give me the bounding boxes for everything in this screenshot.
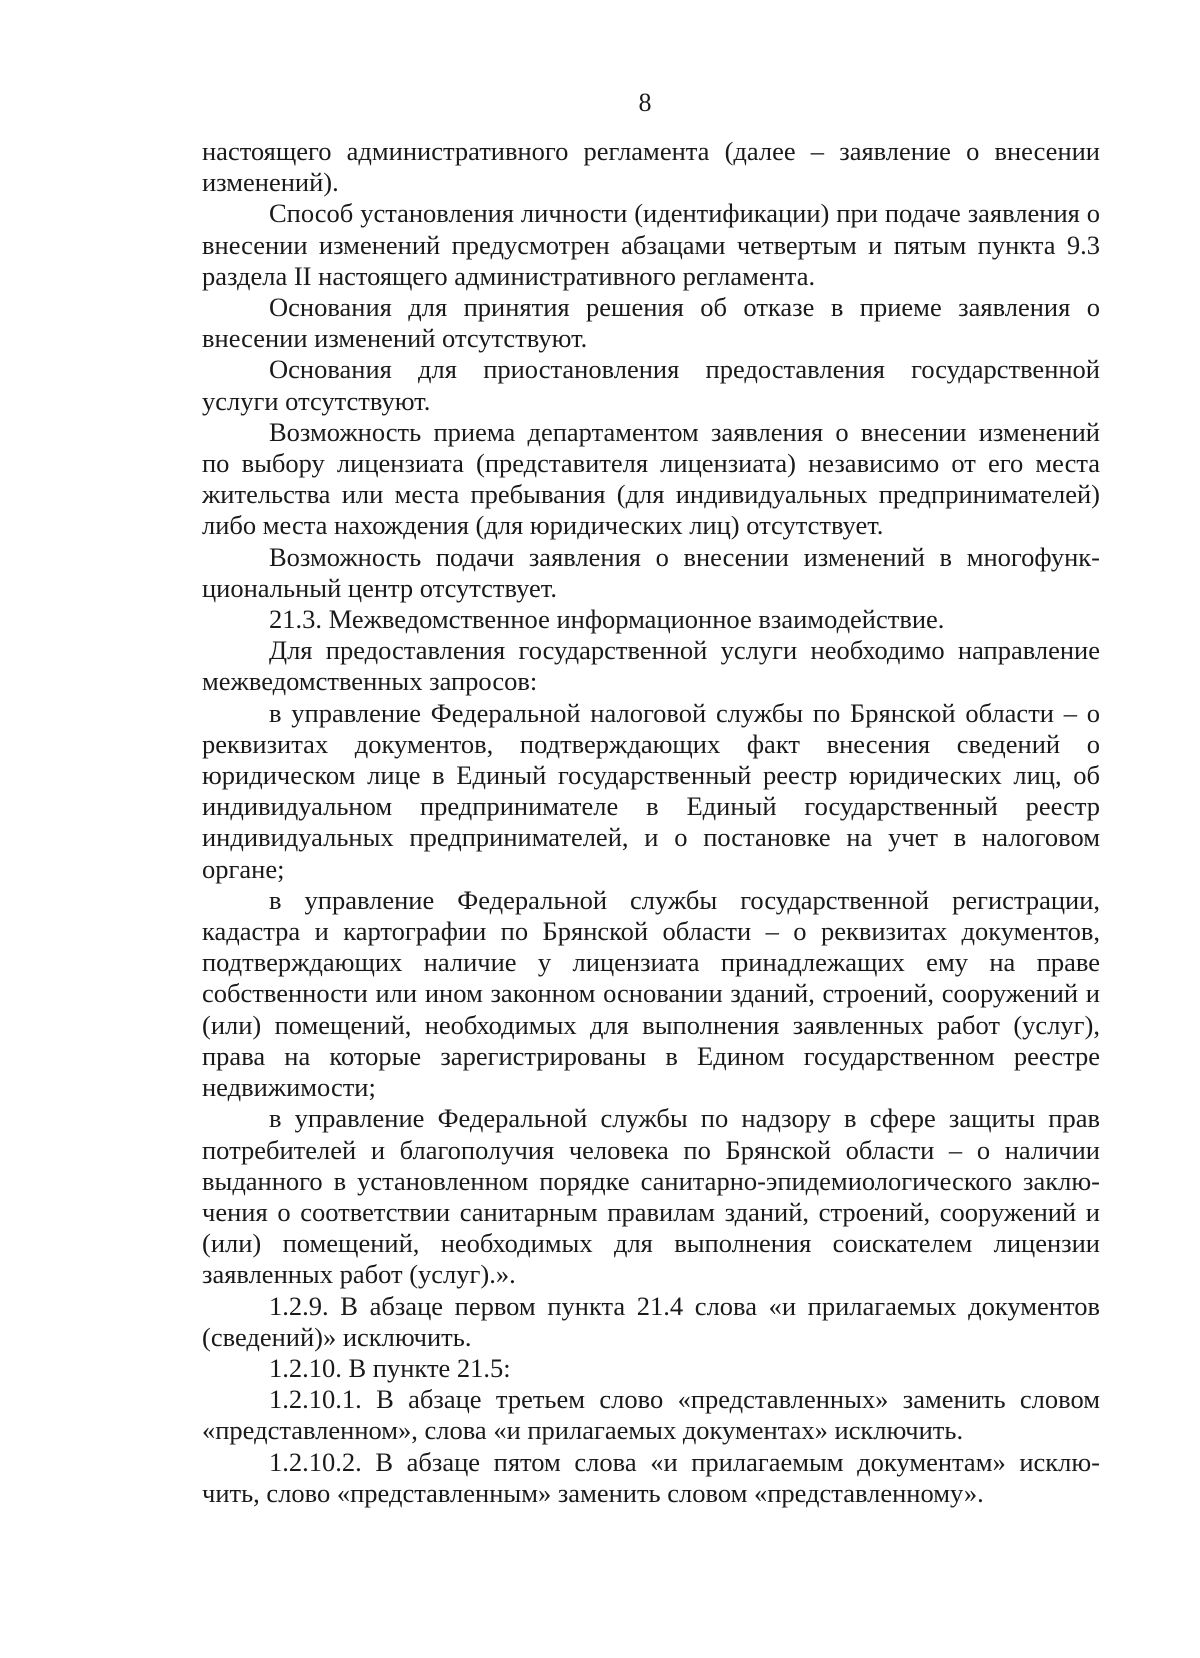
document-body (202, 136, 1100, 1509)
paragraph: Способ установления личности (идентификации) при подаче заявления о внесении изменений предусмотрен абзацами четвертым и пятым пункта 9.3 раздела II настоящего административного регламента. (202, 198, 1100, 291)
paragraph: в управление Федеральной налоговой службы по Брянской области – о реквизитах документов, подтверждающих факт внесения сведений о юридическом лице в Единый государственный реестр юридических лиц, об индивидуальном предпринимателе в Единый государственный реестр индивидуальных предпринимателей, и о постановке на учет в налоговом органе; (202, 697, 1100, 884)
paragraph: Основания для приостановления предоставления государственной услуги отсутствуют. (202, 354, 1100, 416)
paragraph: в управление Федеральной службы государственной регистрации, кадастра и картографии по Брянской области – о реквизитах документов, подтверждающих наличие у лицензиата принадлежащих ему на праве собственности или ином законном основании зданий, строений, сооружений и (или) помещений, необходимых для выполнения заявленных работ (услуг), права на которые зарегистрированы в Едином государственном реестре недвижимости; (202, 884, 1100, 1103)
paragraph: 1.2.10.2. В абзаце пятом слова «и прилагаемым документам» исклю-чить, слово «представленным» заменить словом «представленному». (202, 1446, 1100, 1508)
paragraph: в управление Федеральной службы по надзору в сфере защиты прав потребителей и благополучия человека по Брянской области – о наличии выданного в установленном порядке санитарно-эпидемиологического заклю-чения о соответствии санитарным правилам зданий, строений, сооружений и (или) помещений, необходимых для выполнения соискателем лицензии заявленных работ (услуг).». (202, 1103, 1100, 1290)
page-number: 8 (638, 88, 652, 117)
paragraph: Возможность подачи заявления о внесении изменений в многофунк-циональный центр отсутствует. (202, 541, 1100, 603)
paragraph: Основания для принятия решения об отказе в приеме заявления о внесении изменений отсутствуют. (202, 292, 1100, 354)
paragraph: Для предоставления государственной услуги необходимо направление межведомственных запросов: (202, 635, 1100, 697)
paragraph: 1.2.10. В пункте 21.5: (269, 1352, 511, 1383)
paragraph: 1.2.9. В абзаце первом пункта 21.4 слова «и прилагаемых документов (сведений)» исключить. (202, 1290, 1100, 1352)
paragraph: 21.3. Межведомственное информационное взаимодействие. (269, 604, 945, 635)
paragraph: 1.2.10.1. В абзаце третьем слово «представленных» заменить словом «представленном», слова «и прилагаемых документах» исключить. (202, 1384, 1100, 1446)
paragraph: настоящего административного регламента (далее – заявление о внесении изменений). (202, 136, 1100, 198)
paragraph: Возможность приема департаментом заявления о внесении изменений по выбору лицензиата (представителя лицензиата) независимо от его места жительства или места пребывания (для индивидуальных предпринимателей) либо места нахождения (для юридических лиц) отсутствует. (202, 416, 1100, 541)
